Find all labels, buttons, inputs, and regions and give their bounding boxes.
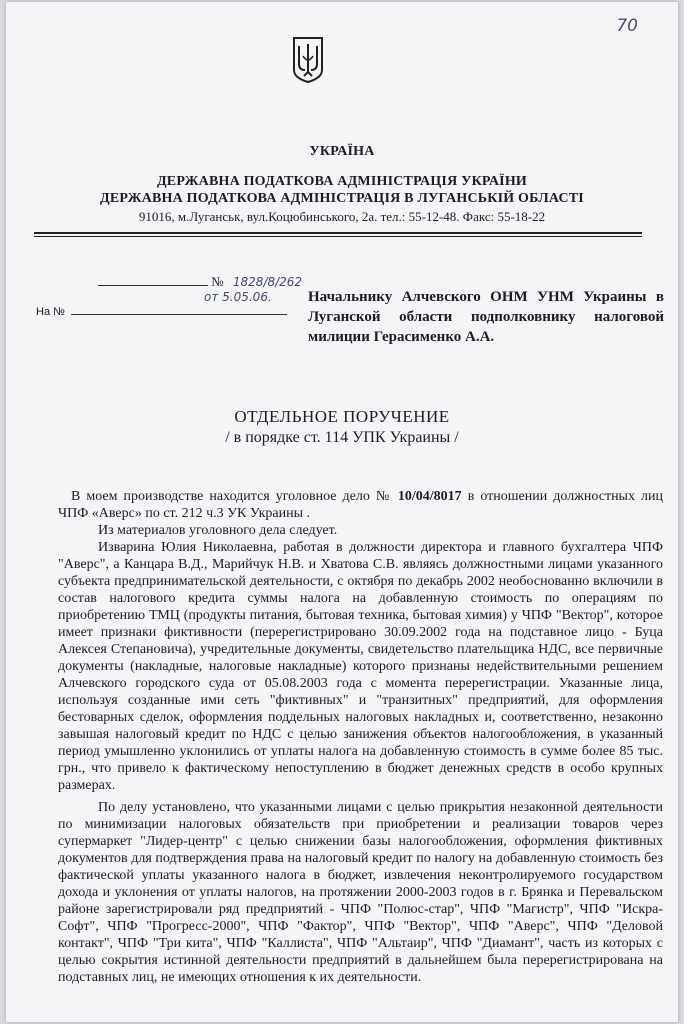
paragraph-case [58, 488, 663, 522]
header-agency-national: ДЕРЖАВНА ПОДАТКОВА АДМІНІСТРАЦІЯ УКРАЇНИ [156, 174, 528, 189]
header-address: 91016, м.Луганськ, вул.Коцюбинського, 2а. тел.: 55-12-48. Факс: 55-18-22 [138, 209, 546, 224]
case-number: 10/04/8017 [397, 489, 462, 504]
outgoing-number-line [98, 274, 302, 290]
incoming-label: На № [36, 306, 65, 318]
recipient-block: Начальнику Алчевского ОНМ УНМ Украины в Луганской области подполковнику налоговой милиции Герасименко А.А. [308, 289, 664, 345]
document-page [6, 2, 678, 1022]
incoming-number-line [36, 306, 287, 318]
blank-underline [98, 285, 208, 286]
handwritten-date: от 5.05.06. [204, 290, 272, 304]
number-label: № [211, 274, 224, 289]
header-divider [34, 232, 642, 234]
blank-underline [71, 314, 287, 315]
paragraph-materials: Из материалов уголовного дела следует. [98, 523, 338, 538]
header-agency-regional: ДЕРЖАВНА ПОДАТКОВА АДМІНІСТРАЦІЯ В ЛУГАНСЬКІЙ ОБЛАСТІ [100, 191, 584, 206]
header-country: УКРАЇНА [309, 144, 375, 159]
case-intro-text: В моем производстве находится уголовное дело № [71, 489, 398, 504]
handwritten-page-number: 70 [616, 16, 638, 36]
document-title: ОТДЕЛЬНОЕ ПОРУЧЕНИЕ [234, 407, 450, 426]
case-outro-text: в отношении должностных лиц ЧПФ «Аверс» по ст. 212 ч.3 УК Украины . [58, 489, 663, 521]
paragraph-facts: Изварина Юлия Николаевна, работая в должности директора и главного бухгалтера ЧПФ "Аверс", а Канцара В.Д., Марийчук Н.В. и Хватова С.В. являясь должностными лицами указанного субъекта предпринимательской деятельности, с октября по декабрь 2002 необоснованно включили в состав налогового кредита суммы налога на добавленную стоимость по операциям по приобретению ТМЦ (продукты питания, бытовая техника, бытовая химия) у ЧПФ "Вектор", которое имеет признаки фиктивности (перерегистрировано 30.09.2002 года на подставное лицо - Буца Алексея Степановича), учредительные документы, свидетельство плательщика НДС, все первичные документы (накладные, налоговые накладные) которого признаны недействительными решением Алчевского городского суда от 05.08.2003 года с момента перерегистрации. Указанные лица, используя созданные ими сеть "фиктивных" и "транзитных" предприятий, для оформления бестоварных сделок, оформления поддельных налоговых накладных и, соответственно, незаконно завышая налоговый кредит по НДС с целью занижения объектов налогообложения, в указанный период умышленно уклонились от уплаты налога на добавленную стоимость в сумме более 85 тыс. грн., что привело к фактическому непоступлению в бюджет денежных средств в особо крупных размерах. [58, 540, 663, 793]
handwritten-number: 1828/8/262 [232, 275, 303, 289]
header-divider-thin [34, 236, 642, 237]
document-body [58, 488, 663, 986]
document-subtitle: / в порядке ст. 114 УПК Украины / [225, 429, 459, 446]
paragraph-established: По делу установлено, что указанными лицами с целью прикрытия незаконной деятельности по минимизации налоговых обязательств при приобретении и реализации товаров через супермаркет "Лидер-центр" с целью снижении базы налогообложения, оформления фиктивных документов для подтверждения права на налоговый кредит по налогу на добавленную стоимость без фактической уплаты указанного налога в бюджет, извлечения неконтролируемого государством дохода и уклонения от уплаты налогов, на протяжении 2000-2003 годов в г. Брянка и Перевальском районе зарегистрировали ряд предприятий - ЧПФ "Полюс-стар", ЧПФ "Магистр", ЧПФ "Искра-Софт", ЧПФ "Прогресс-2000", ЧПФ "Фактор", ЧПФ "Вектор", ЧПФ "Аверс", ЧПФ "Деловой контакт", ЧПФ "Три кита", ЧПФ "Каллиста", ЧПФ "Альтаир", ЧПФ "Диамант", часть из которых с целью сокрытия истинной деятельности предприятий в дальнейшем была перерегистрирована на подставных лиц, не имеющих отношения к их деятельности. [58, 800, 663, 985]
trident-emblem-icon [291, 36, 325, 84]
